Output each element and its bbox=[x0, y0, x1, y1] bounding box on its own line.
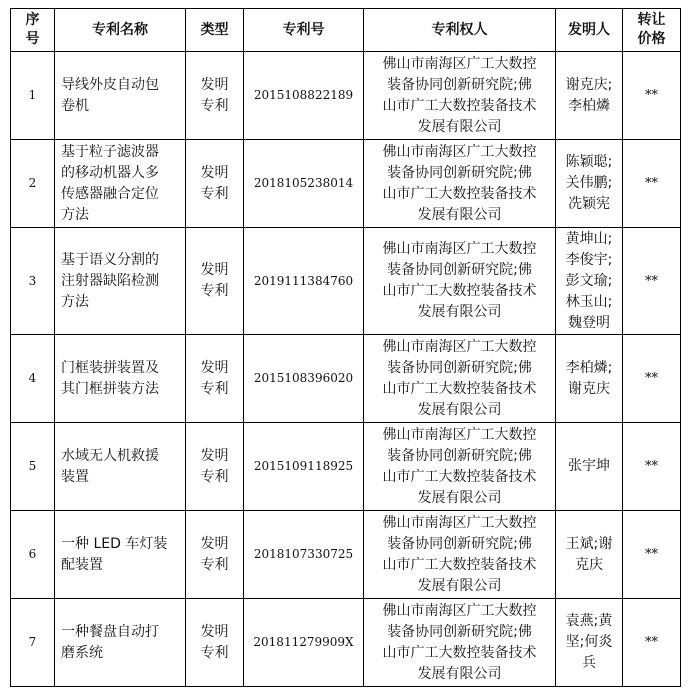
row-price: ** bbox=[623, 52, 681, 140]
row-price: ** bbox=[623, 423, 681, 511]
row-patent-no: 2018105238014 bbox=[244, 140, 364, 228]
header-price: 转让 价格 bbox=[623, 9, 681, 52]
header-inventors: 发明人 bbox=[556, 9, 623, 52]
row-price: ** bbox=[623, 335, 681, 423]
row-patent-no: 2018107330725 bbox=[244, 511, 364, 599]
row-patent-name: 水域无人机救援 装置 bbox=[55, 423, 186, 511]
row-owner: 佛山市南海区广工大数控 装备协同创新研究院;佛 山市广工大数控装备技术 发展有限公司 bbox=[364, 599, 556, 687]
row-patent-name: 导线外皮自动包 卷机 bbox=[55, 52, 186, 140]
header-index: 序 号 bbox=[11, 9, 55, 52]
header-owner: 专利权人 bbox=[364, 9, 556, 52]
row-type: 发明 专利 bbox=[186, 228, 244, 335]
row-owner: 佛山市南海区广工大数控 装备协同创新研究院;佛 山市广工大数控装备技术 发展有限公司 bbox=[364, 423, 556, 511]
row-patent-name: 一种 LED 车灯装 配装置 bbox=[55, 511, 186, 599]
row-type: 发明 专利 bbox=[186, 423, 244, 511]
row-inventors: 陈颖聪; 关伟鹏; 冼颖宪 bbox=[556, 140, 623, 228]
row-index: 5 bbox=[11, 423, 55, 511]
row-index: 1 bbox=[11, 52, 55, 140]
row-price: ** bbox=[623, 228, 681, 335]
row-patent-no: 2015109118925 bbox=[244, 423, 364, 511]
row-index: 6 bbox=[11, 511, 55, 599]
patent-table bbox=[10, 8, 681, 687]
row-type: 发明 专利 bbox=[186, 335, 244, 423]
row-price: ** bbox=[623, 140, 681, 228]
row-type: 发明 专利 bbox=[186, 511, 244, 599]
row-patent-no: 2015108822189 bbox=[244, 52, 364, 140]
table-row bbox=[11, 335, 681, 423]
row-index: 7 bbox=[11, 599, 55, 687]
row-type: 发明 专利 bbox=[186, 140, 244, 228]
header-row bbox=[11, 9, 681, 52]
row-owner: 佛山市南海区广工大数控 装备协同创新研究院;佛 山市广工大数控装备技术 发展有限公司 bbox=[364, 140, 556, 228]
row-inventors: 谢克庆; 李柏燐 bbox=[556, 52, 623, 140]
table-row bbox=[11, 52, 681, 140]
row-patent-name: 基于语义分割的 注射器缺陷检测 方法 bbox=[55, 228, 186, 335]
table-row bbox=[11, 423, 681, 511]
row-inventors: 王斌;谢 克庆 bbox=[556, 511, 623, 599]
row-inventors: 袁燕;黄 坚;何炎 兵 bbox=[556, 599, 623, 687]
row-price: ** bbox=[623, 599, 681, 687]
row-index: 2 bbox=[11, 140, 55, 228]
header-patent-no: 专利号 bbox=[244, 9, 364, 52]
row-patent-name: 基于粒子滤波器 的移动机器人多 传感器融合定位 方法 bbox=[55, 140, 186, 228]
table-row bbox=[11, 599, 681, 687]
row-price: ** bbox=[623, 511, 681, 599]
patent-table-container bbox=[10, 8, 681, 687]
row-patent-no: 201811279909X bbox=[244, 599, 364, 687]
row-type: 发明 专利 bbox=[186, 52, 244, 140]
row-inventors: 李柏燐; 谢克庆 bbox=[556, 335, 623, 423]
header-type: 类型 bbox=[186, 9, 244, 52]
row-index: 4 bbox=[11, 335, 55, 423]
row-patent-no: 2015108396020 bbox=[244, 335, 364, 423]
row-owner: 佛山市南海区广工大数控 装备协同创新研究院;佛 山市广工大数控装备技术 发展有限公司 bbox=[364, 228, 556, 335]
table-row bbox=[11, 511, 681, 599]
row-owner: 佛山市南海区广工大数控 装备协同创新研究院;佛 山市广工大数控装备技术 发展有限公司 bbox=[364, 335, 556, 423]
header-name: 专利名称 bbox=[55, 9, 186, 52]
table-row bbox=[11, 228, 681, 335]
row-inventors: 张宇坤 bbox=[556, 423, 623, 511]
table-row bbox=[11, 140, 681, 228]
row-patent-name: 一种餐盘自动打 磨系统 bbox=[55, 599, 186, 687]
row-patent-name: 门框装拼装置及 其门框拼装方法 bbox=[55, 335, 186, 423]
row-patent-no: 2019111384760 bbox=[244, 228, 364, 335]
row-index: 3 bbox=[11, 228, 55, 335]
row-owner: 佛山市南海区广工大数控 装备协同创新研究院;佛 山市广工大数控装备技术 发展有限公司 bbox=[364, 511, 556, 599]
row-owner: 佛山市南海区广工大数控 装备协同创新研究院;佛 山市广工大数控装备技术 发展有限公司 bbox=[364, 52, 556, 140]
row-inventors: 黄坤山; 李俊宇; 彭文瑜; 林玉山; 魏登明 bbox=[556, 228, 623, 335]
row-type: 发明 专利 bbox=[186, 599, 244, 687]
